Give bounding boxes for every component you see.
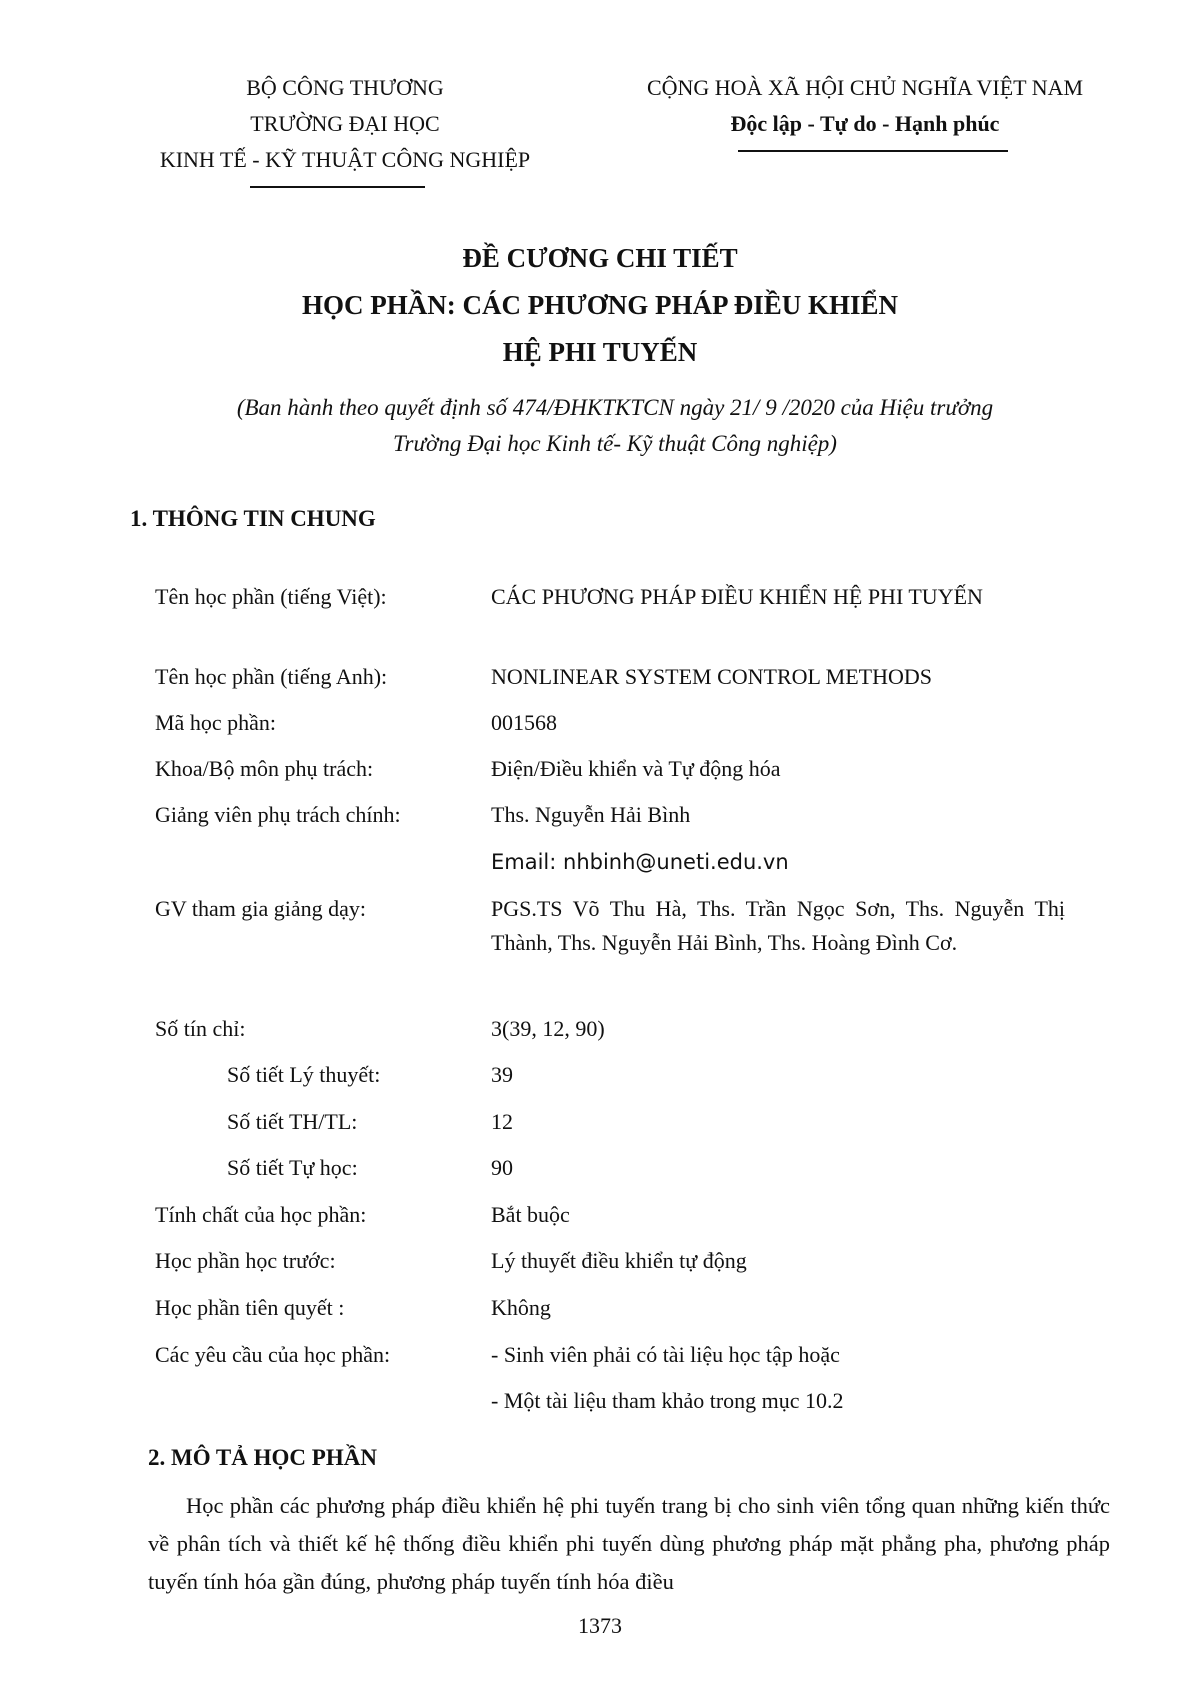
course-title-line1: HỌC PHẦN: CÁC PHƯƠNG PHÁP ĐIỀU KHIỂN (302, 290, 898, 320)
info-value: 90 (491, 1155, 513, 1180)
info-label: Các yêu cầu của học phần: (155, 1342, 391, 1367)
ministry-name: BỘ CÔNG THƯƠNG (246, 75, 444, 100)
university-name-line1: TRƯỜNG ĐẠI HỌC (250, 111, 440, 136)
page-number: 1373 (578, 1613, 622, 1638)
info-value: 001568 (491, 710, 557, 735)
info-value: PGS.TS Võ Thu Hà, Ths. Trần Ngọc Sơn, Ths. Nguyễn Thị Thành, Ths. Nguyễn Hải Bình, Ths. Hoàng Đình Cơ. (491, 896, 1065, 955)
info-label: Số tín chỉ: (155, 1016, 246, 1041)
section-2-heading: 2. MÔ TẢ HỌC PHẦN (148, 1445, 377, 1470)
info-label: Số tiết Lý thuyết: (227, 1062, 381, 1087)
info-label: GV tham gia giảng dạy: (155, 896, 366, 921)
info-label: Mã học phần: (155, 710, 276, 735)
national-motto: Độc lập - Tự do - Hạnh phúc (730, 111, 1000, 136)
university-name-line2: KINH TẾ - KỸ THUẬT CÔNG NGHIỆP (159, 147, 531, 172)
info-label: Học phần học trước: (155, 1248, 336, 1273)
section-1-heading: 1. THÔNG TIN CHUNG (130, 506, 376, 531)
info-value: - Sinh viên phải có tài liệu học tập hoặc (491, 1342, 840, 1367)
info-value: Điện/Điều khiển và Tự động hóa (491, 756, 781, 781)
info-value: 12 (491, 1109, 513, 1134)
course-description: Học phần các phương pháp điều khiển hệ phi tuyến trang bị cho sinh viên tổng quan những kiến thức về phân tích và thiết kế hệ thống điều khiển phi tuyến dùng phương pháp mặt phẳng pha, phương pháp tuyến tính hóa gần đúng, phương pháp tuyến tính hóa điều (148, 1493, 1110, 1594)
info-value: NONLINEAR SYSTEM CONTROL METHODS (491, 664, 933, 689)
info-value: Bắt buộc (491, 1202, 570, 1227)
info-value: Không (491, 1295, 551, 1320)
info-label: Giảng viên phụ trách chính: (155, 802, 401, 827)
motto-underline (738, 150, 1008, 152)
lecturer-email: Email: nhbinh@uneti.edu.vn (491, 850, 789, 874)
issuer-block (120, 70, 570, 178)
national-heading-block (600, 70, 1130, 142)
republic-name: CỘNG HOÀ XÃ HỘI CHỦ NGHĨA VIỆT NAM (646, 75, 1084, 100)
info-value: CÁC PHƯƠNG PHÁP ĐIỀU KHIỂN HỆ PHI TUYẾN (491, 584, 983, 609)
document-title: ĐỀ CƯƠNG CHI TIẾT (462, 243, 738, 273)
info-label: Học phần tiên quyết : (155, 1295, 345, 1320)
decree-note (150, 390, 1080, 462)
info-value: 3(39, 12, 90) (491, 1016, 605, 1041)
info-value: Lý thuyết điều khiển tự động (491, 1248, 747, 1273)
info-label: Số tiết TH/TL: (227, 1109, 358, 1134)
decree-line1: (Ban hành theo quyết định số 474/ĐHKTKTCN ngày 21/ 9 /2020 của Hiệu trưởng (236, 395, 994, 420)
info-label: Khoa/Bộ môn phụ trách: (155, 756, 374, 781)
info-value: Ths. Nguyễn Hải Bình (491, 802, 691, 827)
issuer-underline (250, 186, 425, 188)
decree-line2: Trường Đại học Kinh tế- Kỹ thuật Công nghiệp) (393, 431, 837, 456)
info-label: Tên học phần (tiếng Việt): (155, 584, 387, 609)
info-value: 39 (491, 1062, 513, 1087)
course-title-line2: HỆ PHI TUYẾN (502, 337, 698, 367)
info-label: Tên học phần (tiếng Anh): (155, 664, 388, 689)
info-label: Số tiết Tự học: (227, 1155, 358, 1180)
info-label: Tính chất của học phần: (155, 1202, 367, 1227)
info-value: - Một tài liệu tham khảo trong mục 10.2 (491, 1388, 844, 1413)
